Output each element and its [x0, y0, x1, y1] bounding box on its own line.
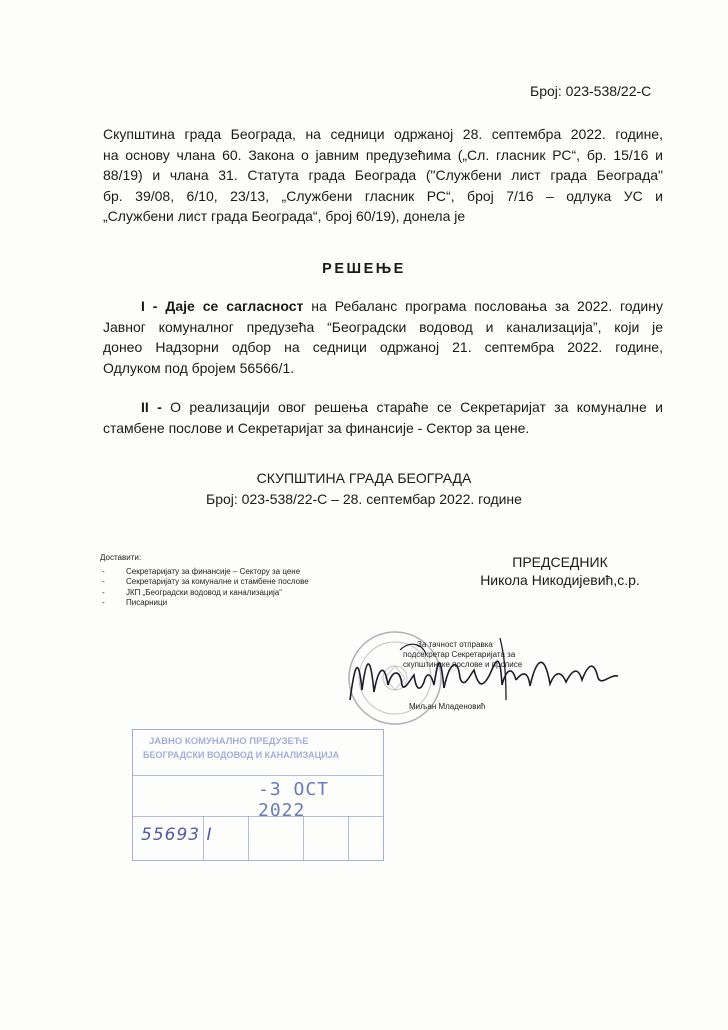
recipient-item: - Писарници: [100, 598, 309, 609]
item1-first-line: [103, 296, 663, 317]
certify-line: подсекретар Секретаријата за: [403, 650, 516, 659]
president-title: ПРЕДСЕДНИК: [512, 554, 608, 570]
assembly-block: [0, 468, 728, 509]
intro-line: Скупштина града Београда, на седници одржаној 28. септембра 2022. године,: [103, 126, 663, 142]
recipient-item: - ЈКП „Београдски водовод и канализација“: [100, 588, 309, 599]
intro-line: на основу члана 60. Закона о јавним предузећима („Сл. гласник РС“, бр. 15/16 и: [103, 146, 663, 163]
item1-lead: I - Даје се сагласност: [141, 298, 304, 314]
stamp-org-line1: ЈАВНО КОМУНАЛНО ПРЕДУЗЕЋЕ: [149, 736, 309, 747]
item2-first-line-rest: О реализацији овог решења стараће се Секретаријат за комуналне и: [161, 399, 663, 415]
item1-line: донео Надзорни одбор на седници одржаној 21. септембра 2022. године,: [103, 339, 663, 355]
item2-lead: II -: [141, 399, 162, 415]
item1-line: Јавног комуналног предузећа “Београдски водовод и канализација”, који је: [103, 318, 663, 335]
handwritten-signature: [340, 630, 640, 720]
item1-first-line-rest: на Ребаланс програма пословања за 2022. годину: [303, 298, 663, 314]
stamp-date: -3 OCT 2022: [258, 779, 330, 821]
decision-item-2: [103, 397, 663, 438]
decision-item-1: [103, 296, 663, 378]
assembly-name: СКУПШТИНА ГРАДА БЕОГРАДА: [256, 470, 472, 486]
president-name: Никола Никодијевић,с.р.: [480, 572, 640, 588]
intro-paragraph: [103, 124, 663, 227]
intro-line: 88/19) и члана 31. Статута града Београда ("Службени лист града Београда": [103, 167, 663, 183]
certify-line: Миљан Младеновић: [409, 702, 486, 711]
document-title: РЕШЕЊЕ: [322, 261, 406, 277]
recipients-list: [100, 553, 309, 609]
intro-line: бр. 39/08, 6/10, 23/13, „Службени гласник РС“, број 7/16 – одлука УС и: [103, 187, 663, 204]
recipients-title: Доставити:: [100, 553, 142, 562]
intro-line: „Службени лист града Београда“, број 60/19), донела је: [103, 208, 466, 224]
item2-line: стамбене послове и Секретаријат за финансије - Сектор за цене.: [103, 419, 530, 436]
assembly-reference: Број: 023-538/22-С – 28. септембар 2022. године: [206, 490, 522, 507]
recipient-item: - Секретаријату за комуналне и стамбене послове: [100, 577, 309, 588]
stamp-org-line2: БЕОГРАДСКИ ВОДОВОД И КАНАЛИЗАЦИЈА: [143, 750, 340, 760]
president-block: [470, 553, 650, 589]
registry-stamp: [132, 729, 384, 861]
recipient-item: - Секретаријату за финансије – Сектору за цене: [100, 567, 309, 578]
item1-line: Одлуком под бројем 56566/1.: [103, 359, 295, 376]
certify-line: скупштинске послове и прописе: [403, 660, 523, 669]
stamp-number: 55693 I: [141, 825, 213, 845]
certify-line: За тачност отправка: [417, 640, 493, 649]
reference-number: Број: 023-538/22-С: [530, 83, 652, 99]
item2-first-line: [103, 397, 663, 418]
